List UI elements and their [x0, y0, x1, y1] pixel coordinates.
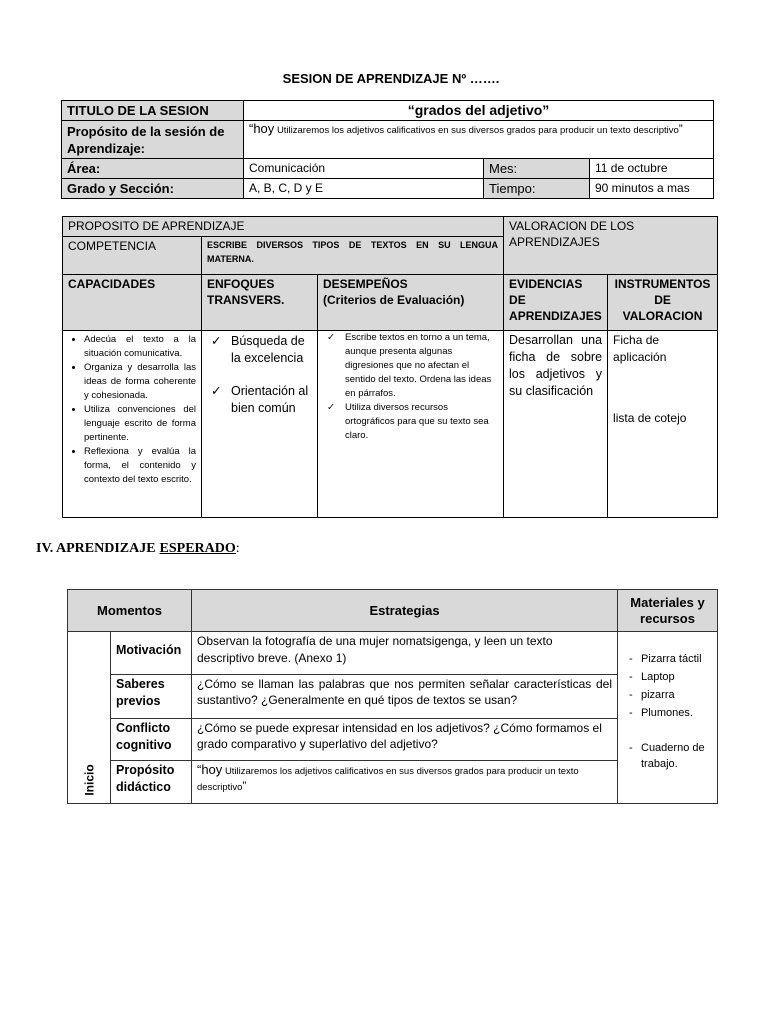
strategy-prior-knowledge: ¿Cómo se llaman las palabras que nos permiten señalar características del sustantivo? ¿Generalmente en qué tipos de textos se usan?	[192, 675, 618, 719]
approach-item: ✓ Orientación al bien común	[207, 383, 312, 417]
document-title: SESION DE APRENDIZAJE Nº …….	[282, 71, 500, 86]
strategy-hoy: “hoy	[197, 762, 223, 777]
material-item: - Laptop	[623, 668, 712, 686]
moment-didactic-purpose: Propósito didáctico	[111, 761, 192, 804]
phase-label: Inicio	[82, 764, 97, 796]
session-title-label: TITULO DE LA SESION	[62, 101, 244, 121]
strategy-cognitive-conflict: ¿Cómo se puede expresar intensidad en los adjetivos? ¿Cómo formamos el grado comparativo y superlativo del adjetivo?	[192, 719, 618, 761]
grade-label: Grado y Sección:	[62, 179, 244, 199]
month-value: 11 de octubre	[590, 159, 714, 179]
capacity-item: • Utiliza convenciones del lenguaje escrito de forma pertinente.	[84, 403, 196, 445]
purpose-close-quote: ”	[678, 122, 683, 136]
purpose-hoy: “hoy	[249, 121, 275, 136]
approaches-list	[207, 333, 312, 417]
instrument-item: lista de cotejo	[613, 411, 687, 425]
learning-purpose-header: PROPOSITO DE APRENDIZAJE	[63, 217, 504, 237]
learning-purpose-table	[62, 216, 718, 518]
strategy-close-quote: ”	[242, 779, 247, 793]
strategy-didactic-purpose	[192, 761, 618, 804]
moments-header: Momentos	[68, 590, 192, 632]
materials-list-2	[623, 740, 712, 772]
moment-cognitive-conflict: Conflicto cognitivo	[111, 719, 192, 761]
section-heading-suffix: :	[235, 541, 240, 556]
section-heading-prefix: IV. APRENDIZAJE	[36, 541, 156, 556]
performances-list	[323, 331, 498, 443]
materials-list	[623, 650, 712, 722]
capacities-list	[68, 333, 196, 487]
instruments-cell	[608, 331, 718, 518]
performance-header-title: DESEMPEÑOS	[323, 277, 408, 291]
strategies-header: Estrategias	[192, 590, 618, 632]
performance-item: ✓ Escribe textos en torno a un tema, aunque presenta algunas digresiones que no afectan el sentido del texto. Ordena las ideas en párrafos.	[323, 331, 498, 401]
grade-value: A, B, C, D y E	[244, 179, 484, 199]
phase-cell	[68, 632, 111, 804]
capacity-item: • Organiza y desarrolla las ideas de forma coherente y cohesionada.	[84, 361, 196, 403]
session-info-table	[61, 100, 714, 199]
purpose-label: Propósito de la sesión de Aprendizaje:	[62, 121, 244, 159]
assessment-header: VALORACION DE LOS APRENDIZAJES	[504, 217, 718, 275]
competence-value: ESCRIBE DIVERSOS TIPOS DE TEXTOS EN SU LENGUA MATERNA.	[202, 237, 504, 275]
performance-header-subtitle: (Criterios de Evaluación)	[323, 293, 465, 307]
instrument-item: Ficha de aplicación	[613, 333, 667, 364]
session-title-value: “grados del adjetivo”	[244, 101, 714, 121]
performance-header	[318, 275, 504, 331]
area-value: Comunicación	[244, 159, 484, 179]
time-label: Tiempo:	[484, 179, 590, 199]
capacities-header: CAPACIDADES	[63, 275, 202, 331]
evidence-header: EVIDENCIAS DE APRENDIZAJES	[504, 275, 608, 331]
material-item: - pizarra	[623, 686, 712, 704]
instruments-header: INSTRUMENTOS DE VALORACION	[608, 275, 718, 331]
area-label: Área:	[62, 159, 244, 179]
moments-table	[67, 589, 718, 804]
approach-item: ✓ Búsqueda de la excelencia	[207, 333, 312, 367]
performance-item: ✓ Utiliza diversos recursos ortográficos para que su texto sea claro.	[323, 401, 498, 443]
section-heading-underlined: ESPERADO	[159, 541, 236, 556]
purpose-text: Utilizaremos los adjetivos calificativos en sus diversos grados para producir un texto descriptivo	[276, 125, 679, 136]
material-item: - Cuaderno de trabajo.	[623, 740, 712, 772]
approaches-cell	[202, 331, 318, 518]
strategy-motivation: Observan la fotografía de una mujer nomatsigenga, y leen un texto descriptivo breve. (Anexo 1)	[192, 632, 618, 675]
performances-cell	[318, 331, 504, 518]
materials-cell	[618, 632, 718, 804]
capacities-cell	[63, 331, 202, 518]
capacity-item: • Reflexiona y evalúa la forma, el contenido y contexto del texto escrito.	[84, 445, 196, 487]
material-item: - Plumones.	[623, 704, 712, 722]
time-value: 90 minutos a mas	[590, 179, 714, 199]
capacity-item: • Adecúa el texto a la situación comunicativa.	[84, 333, 196, 361]
competence-label: COMPETENCIA	[63, 237, 202, 275]
moment-motivation: Motivación	[111, 632, 192, 675]
strategy-text: Utilizaremos los adjetivos calificativos en sus diversos grados para producir un texto descriptivo	[197, 766, 579, 793]
material-item: - Pizarra táctil	[623, 650, 712, 668]
moment-prior-knowledge: Saberes previos	[111, 675, 192, 719]
purpose-value	[244, 121, 714, 159]
evidence-cell: Desarrollan una ficha de sobre los adjetivos y su clasificación	[504, 331, 608, 518]
month-label: Mes:	[484, 159, 590, 179]
materials-header: Materiales y recursos	[618, 590, 718, 632]
section-heading	[36, 541, 240, 557]
approaches-header: ENFOQUES TRANSVERS.	[202, 275, 318, 331]
